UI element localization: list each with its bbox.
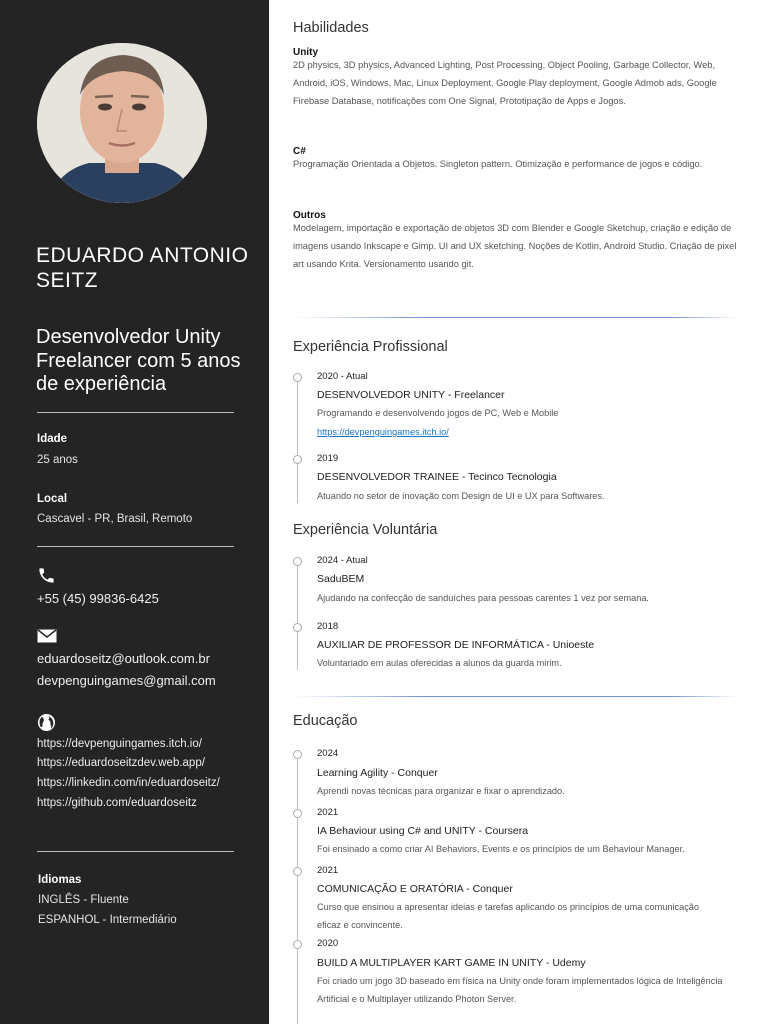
- entry-description: Programando e desenvolvendo jogos de PC, Web e Mobile: [317, 408, 559, 418]
- timeline-dot: [293, 373, 302, 382]
- entry-year: 2021: [317, 807, 339, 818]
- skill-group-title: Outros: [293, 210, 326, 221]
- entry-description: Foi criado um jogo 3D baseado em física na Unity onde foram implementados lógica de Inteligência Artificial e o Multiplayer utilizando Photon Server.: [317, 976, 723, 1004]
- email-secondary[interactable]: devpenguingames@gmail.com: [37, 673, 216, 688]
- entry-description: Atuando no setor de inovação com Design de UI e UX para Softwares.: [317, 491, 605, 501]
- entry-title: Learning Agility - Conquer: [317, 767, 438, 779]
- skills-heading: Habilidades: [293, 20, 369, 36]
- link-linkedin[interactable]: https://linkedin.com/in/eduardoseitz/: [37, 777, 220, 789]
- age-value: 25 anos: [37, 454, 78, 466]
- section-separator: [294, 696, 737, 697]
- main-content: [269, 0, 768, 1024]
- envelope-icon: [37, 629, 57, 648]
- timeline-dot: [293, 867, 302, 876]
- entry-title: DESENVOLVEDOR TRAINEE - Tecinco Tecnologia: [317, 471, 557, 483]
- timeline-line: [297, 752, 298, 1024]
- entry-title: DESENVOLVEDOR UNITY - Freelancer: [317, 389, 505, 401]
- entry-year: 2024: [317, 748, 339, 759]
- age-label: Idade: [37, 433, 68, 445]
- link-github[interactable]: https://github.com/eduardoseitz: [37, 797, 197, 809]
- entry-year: 2024 - Atual: [317, 555, 368, 566]
- entry-year: 2021: [317, 865, 339, 876]
- phone-icon: [37, 566, 56, 590]
- skill-group-text: 2D physics, 3D physics, Advanced Lighting, Post Processing, Object Pooling, Garbage Collector, Web, Android, iOS, Windows, Mac, Linux Deployment, Google Play deployment, Google Admob ads, Google Firebase Database, notificações com One Signal, Prototipação de Apps e Jogos.: [293, 60, 717, 106]
- entry-description: Aprendi novas técnicas para organizar e fixar o aprendizado.: [317, 786, 565, 796]
- timeline-dot: [293, 557, 302, 566]
- entry-year: 2020 - Atual: [317, 371, 368, 382]
- skill-group-title: Unity: [293, 47, 318, 58]
- skill-group-title: C#: [293, 146, 306, 157]
- sidebar-divider: [37, 546, 234, 547]
- phone-number[interactable]: +55 (45) 99836-6425: [37, 591, 159, 606]
- language-item: INGLÊS - Fluente: [38, 894, 129, 906]
- link-itch[interactable]: https://devpenguingames.itch.io/: [37, 738, 202, 750]
- volunteer-heading: Experiência Voluntária: [293, 522, 438, 538]
- sidebar: [0, 0, 269, 1024]
- globe-icon: [37, 713, 56, 737]
- education-heading: Educação: [293, 713, 358, 729]
- entry-year: 2018: [317, 621, 339, 632]
- sidebar-divider: [37, 851, 234, 852]
- link-portfolio[interactable]: https://eduardoseitzdev.web.app/: [37, 757, 205, 769]
- entry-title: SaduBEM: [317, 573, 365, 585]
- profile-photo: [37, 43, 207, 203]
- sidebar-divider: [37, 412, 234, 413]
- timeline-dot: [293, 940, 302, 949]
- entry-description: Voluntariado em aulas oferecidas a alunos da guarda mirim.: [317, 658, 562, 668]
- languages-label: Idiomas: [38, 874, 82, 886]
- timeline-line: [297, 377, 298, 503]
- timeline-dot: [293, 623, 302, 632]
- timeline-dot: [293, 750, 302, 759]
- entry-title: IA Behaviour using C# and UNITY - Coursera: [317, 825, 529, 837]
- email-primary[interactable]: eduardoseitz@outlook.com.br: [37, 651, 210, 666]
- entry-description: Ajudando na confecção de sanduíches para pessoas carentes 1 vez por semana.: [317, 593, 649, 603]
- timeline-dot: [293, 455, 302, 464]
- profile-photo-illustration: [37, 43, 207, 203]
- section-separator: [294, 317, 737, 318]
- experience-heading: Experiência Profissional: [293, 339, 448, 355]
- headline: Desenvolvedor Unity Freelancer com 5 anos de experiência: [36, 326, 241, 395]
- language-item: ESPANHOL - Intermediário: [38, 914, 177, 926]
- timeline-line: [297, 560, 298, 670]
- full-name: EDUARDO ANTONIO SEITZ: [36, 244, 249, 292]
- entry-description: Curso que ensinou a apresentar ideias e tarefas aplicando os princípios de uma comunicação eficaz e convincente.: [317, 902, 700, 930]
- entry-title: COMUNICAÇÃO E ORATÓRIA - Conquer: [317, 883, 513, 895]
- entry-link[interactable]: https://devpenguingames.itch.io/: [317, 427, 449, 437]
- skill-group-text: Programação Orientada a Objetos. Singleton pattern. Otimização e performance de jogos e código.: [293, 159, 703, 169]
- location-label: Local: [37, 493, 68, 505]
- entry-year: 2019: [317, 453, 339, 464]
- entry-description: Foi ensinado a como criar AI Behaviors, Events e os princípios de um Behaviour Manager.: [317, 844, 685, 854]
- entry-year: 2020: [317, 938, 339, 949]
- skill-group-text: Modelagem, importação e exportação de objetos 3D com Blender e Google Sketchup, criação e edição de imagens usando Inkscape e Gimp. UI and UX sketching. Noções de Kotlin, Android Studio. Criação de pixel art usando Krita. Versionamento usando git.: [293, 223, 737, 269]
- entry-title: AUXILIAR DE PROFESSOR DE INFORMÁTICA - Unioeste: [317, 639, 595, 651]
- timeline-dot: [293, 809, 302, 818]
- location-value: Cascavel - PR, Brasil, Remoto: [37, 513, 193, 525]
- entry-title: BUILD A MULTIPLAYER KART GAME IN UNITY - Udemy: [317, 957, 586, 969]
